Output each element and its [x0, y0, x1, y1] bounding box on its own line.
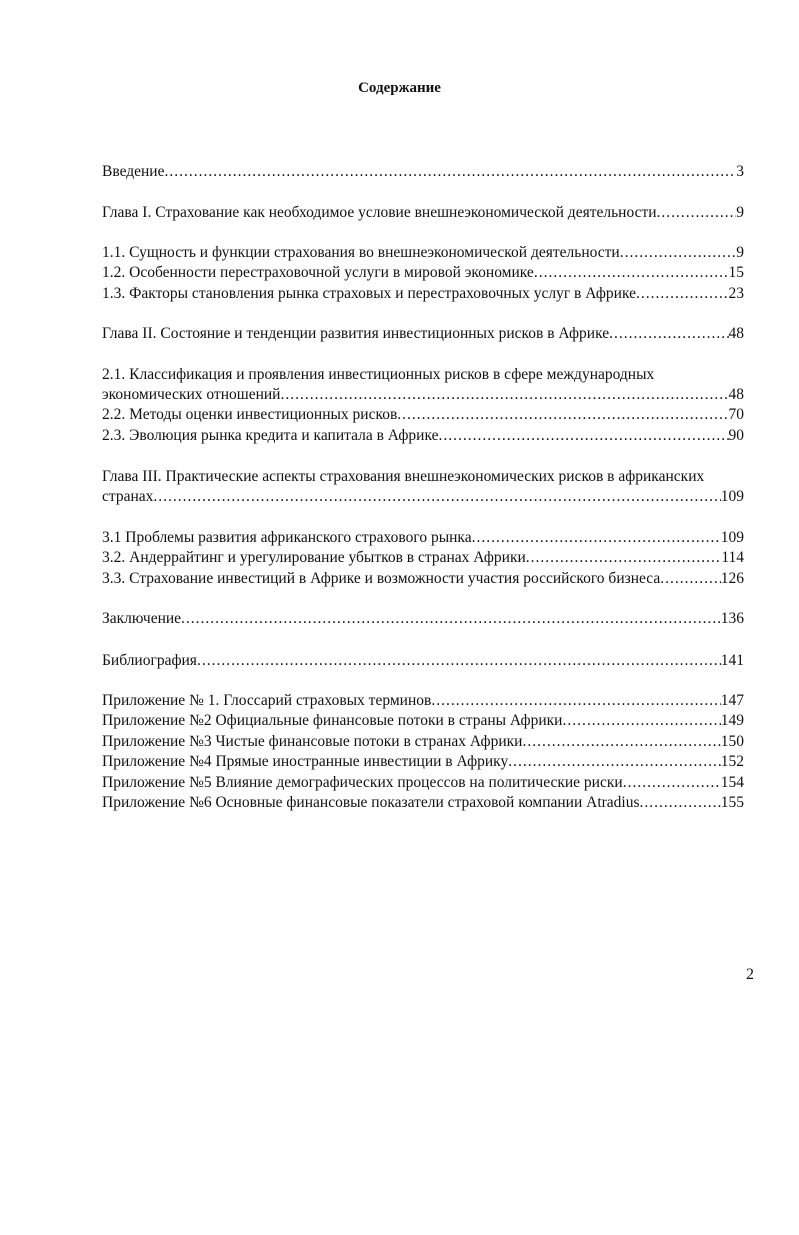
toc-entry-conclusion [102, 609, 744, 629]
toc-entry-3-3 [102, 569, 744, 589]
toc-entry-chapter-3-line2 [102, 487, 744, 507]
toc-entry-page: 155 [720, 794, 744, 811]
toc-entry-appendix-2 [102, 711, 744, 731]
toc-leader-dots [640, 793, 721, 813]
toc-entry-appendix-3 [102, 732, 744, 752]
toc-entry-appendix-1 [102, 691, 744, 711]
toc-leader-dots [439, 426, 729, 446]
page-number: 2 [746, 966, 754, 983]
toc-entry-text: Библиография [102, 652, 197, 669]
toc-leader-dots [522, 732, 720, 752]
toc-leader-dots [623, 773, 721, 793]
toc-leader-dots [620, 243, 737, 263]
toc-leader-dots [164, 162, 736, 182]
toc-entry-text: странах [102, 488, 154, 505]
toc-entry-page: 9 [736, 244, 744, 261]
toc-entry-3-2 [102, 548, 744, 568]
toc-entry-text: 2.3. Эволюция рынка кредита и капитала в Африке [102, 427, 439, 444]
toc-entry-page: 114 [721, 549, 744, 566]
toc-leader-dots [472, 528, 721, 548]
toc-leader-dots [181, 609, 721, 629]
toc-entry-chapter-2 [102, 324, 744, 344]
toc-entry-text: 3.1 Проблемы развития африканского страхового рынка [102, 529, 472, 546]
toc-leader-dots [508, 752, 721, 772]
toc-entry-text: 1.2. Особенности перестраховочной услуги в мировой экономике [102, 264, 534, 281]
toc-leader-dots [153, 487, 720, 507]
toc-entry-page: 152 [720, 753, 744, 770]
toc-entry-page: 70 [728, 406, 744, 423]
toc-entry-page: 154 [720, 774, 744, 791]
toc-entry-page: 126 [720, 570, 744, 587]
toc-entry-2-1-line2 [102, 385, 744, 405]
toc-leader-dots [397, 405, 728, 425]
toc-entry-text: Приложение №3 Чистые финансовые потоки в странах Африки [102, 733, 523, 750]
toc-entry-text: 3.3. Страхование инвестиций в Африке и возможности участия российского бизнеса [102, 570, 661, 587]
toc-entry-text: 1.1. Сущность и функции страхования во внешнеэкономической деятельности [102, 244, 620, 261]
toc-entry-page: 149 [720, 712, 744, 729]
toc-entry-text: Приложение №4 Прямые иностранные инвестиции в Африку [102, 753, 509, 770]
toc-leader-dots [562, 711, 720, 731]
toc-entry-appendix-5 [102, 773, 744, 793]
toc-entry-chapter-1 [102, 203, 744, 223]
toc-leader-dots [431, 691, 720, 711]
toc-entry-page: 23 [728, 285, 744, 302]
toc-entry-text: 3.2. Андеррайтинг и урегулирование убытков в странах Африки [102, 549, 526, 566]
toc-leader-dots [657, 203, 737, 223]
toc-entry-text: экономических отношений [102, 386, 281, 403]
toc-entry-appendix-6 [102, 793, 744, 813]
toc-leader-dots [609, 324, 728, 344]
toc-entry-text: Глава I. Страхование как необходимое условие внешнеэкономической деятельности [102, 204, 657, 221]
toc-entry-page: 90 [728, 427, 744, 444]
toc-entry-text: Заключение [102, 610, 182, 627]
toc-leader-dots [636, 284, 729, 304]
toc-entry-text: Приложение №2 Официальные финансовые потоки в страны Африки [102, 712, 563, 729]
toc-leader-dots [197, 651, 721, 671]
toc-entry-page: 147 [720, 692, 744, 709]
toc-entry-appendix-4 [102, 752, 744, 772]
toc-leader-dots [526, 548, 722, 568]
toc-entry-page: 136 [720, 610, 744, 627]
toc-entry-page: 141 [720, 652, 744, 669]
toc-entry-1-2 [102, 263, 744, 283]
toc-entry-page: 150 [720, 733, 744, 750]
toc-entry-text: Приложение №5 Влияние демографических процессов на политические риски [102, 774, 623, 791]
toc-entry-3-1 [102, 528, 744, 548]
toc-entry-page: 9 [736, 204, 744, 221]
toc-entry-text: Глава II. Состояние и тенденции развития инвестиционных рисков в Африке [102, 325, 610, 342]
toc-entry-page: 48 [728, 325, 744, 342]
toc-entry-1-3 [102, 284, 744, 304]
toc-entry-2-1-line1: 2.1. Классификация и проявления инвестиционных рисков в сфере международных [102, 366, 655, 383]
toc-entry-page: 15 [728, 264, 744, 281]
toc-entry-page: 3 [736, 163, 744, 180]
toc-entry-text: 2.2. Методы оценки инвестиционных рисков [102, 406, 398, 423]
toc-entry-2-2 [102, 405, 744, 425]
toc-entry-1-1 [102, 243, 744, 263]
page-title: Содержание [358, 80, 441, 96]
toc-entry-text: Введение [102, 163, 165, 180]
toc-entry-page: 48 [728, 386, 744, 403]
toc-leader-dots [660, 569, 721, 589]
toc-entry-text: 1.3. Факторы становления рынка страховых и перестраховочных услуг в Африке [102, 285, 636, 302]
toc-entry-bibliography [102, 651, 744, 671]
toc-leader-dots [534, 263, 729, 283]
toc-entry-chapter-3-line1: Глава III. Практические аспекты страхования внешнеэкономических рисков в африканских [102, 468, 705, 485]
toc-entry-introduction [102, 162, 744, 182]
toc-entry-text: Приложение № 1. Глоссарий страховых терминов [102, 692, 432, 709]
toc-entry-page: 109 [720, 488, 744, 505]
toc-entry-page: 109 [720, 529, 744, 546]
toc-leader-dots [280, 385, 728, 405]
toc-entry-text: Приложение №6 Основные финансовые показатели страховой компании Atradius [102, 794, 640, 811]
toc-entry-2-3 [102, 426, 744, 446]
